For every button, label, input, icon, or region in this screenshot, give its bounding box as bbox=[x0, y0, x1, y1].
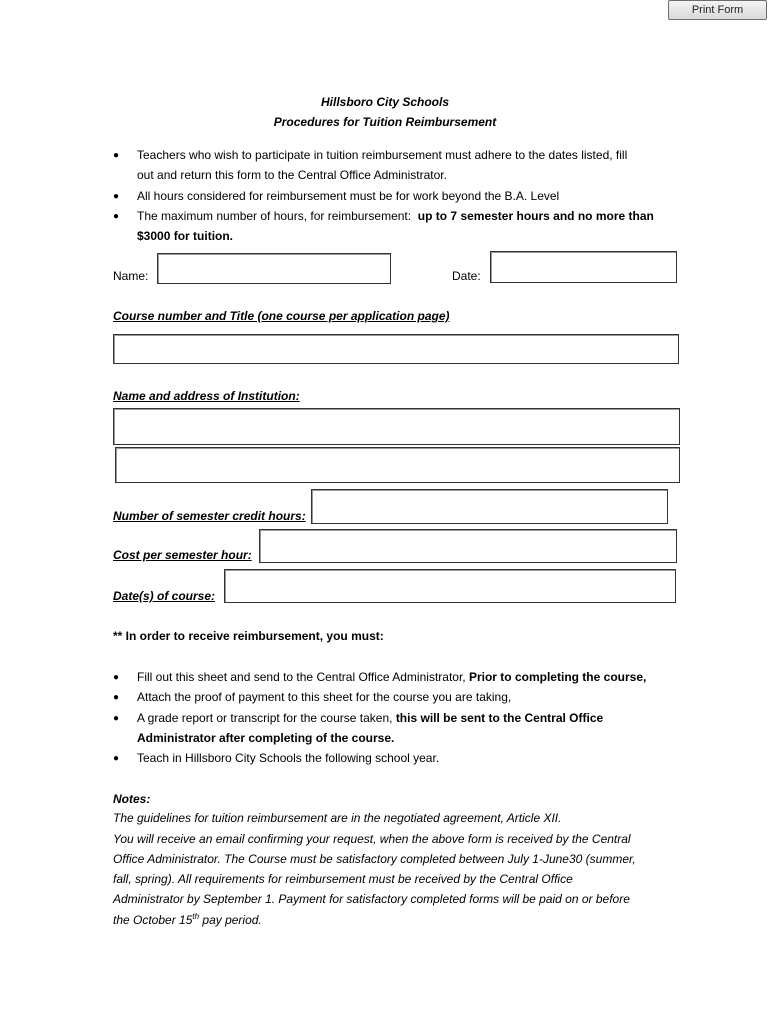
date-input[interactable] bbox=[490, 251, 677, 283]
course-dates-label: Date(s) of course: bbox=[113, 589, 216, 603]
institution-name-input[interactable] bbox=[113, 408, 680, 445]
notes-line-6-sup: th bbox=[192, 912, 200, 921]
school-title: Hillsboro City Schools bbox=[320, 95, 449, 109]
name-input[interactable] bbox=[157, 253, 391, 284]
bullet-icon: ● bbox=[113, 191, 120, 202]
requirements-heading: ** In order to receive reimbursement, you must: bbox=[113, 629, 384, 643]
requirement-3-plain: A grade report or transcript for the course taken, bbox=[137, 711, 393, 725]
requirement-4: Teach in Hillsboro City Schools the following school year. bbox=[137, 751, 440, 765]
bullet-icon: ● bbox=[113, 692, 120, 703]
intro-bullet-2: All hours considered for reimbursement must be for work beyond the B.A. Level bbox=[137, 189, 560, 203]
course-input[interactable] bbox=[113, 334, 679, 364]
notes-line-2: You will receive an email confirming your request, when the above form is received by the Central bbox=[113, 832, 631, 846]
bullet-icon: ● bbox=[113, 713, 120, 724]
intro-bullet-1-line-2: out and return this form to the Central Office Administrator. bbox=[137, 168, 447, 182]
notes-line-6 bbox=[113, 912, 262, 927]
print-form-button[interactable]: Print Form bbox=[668, 0, 767, 20]
institution-address-input[interactable] bbox=[115, 447, 680, 483]
notes-line-6-a: the October 15 bbox=[113, 913, 193, 927]
notes-line-4: fall, spring). All requirements for reimbursement must be received by the Central Office bbox=[113, 872, 573, 886]
bullet-icon: ● bbox=[113, 150, 120, 161]
credit-hours-label: Number of semester credit hours: bbox=[113, 509, 306, 523]
course-label: Course number and Title (one course per application page) bbox=[113, 309, 450, 323]
cost-label: Cost per semester hour: bbox=[113, 548, 252, 562]
requirement-1-bold: Prior to completing the course, bbox=[468, 670, 647, 684]
date-label: Date: bbox=[452, 269, 481, 283]
intro-bullet-3-line-2 bbox=[137, 229, 233, 243]
intro-bullet-3-plain: The maximum number of hours, for reimbursement: bbox=[137, 209, 412, 223]
requirement-3-bold-2: Administrator after completing of the course. bbox=[137, 731, 395, 745]
cost-input[interactable] bbox=[259, 529, 677, 563]
bullet-icon: ● bbox=[113, 672, 120, 683]
requirement-3-line-2 bbox=[137, 731, 394, 745]
institution-label: Name and address of Institution: bbox=[113, 389, 300, 403]
notes-line-1: The guidelines for tuition reimbursement are in the negotiated agreement, Article XII. bbox=[113, 811, 562, 825]
credit-hours-input[interactable] bbox=[311, 489, 668, 524]
requirement-1 bbox=[137, 670, 646, 684]
notes-line-5: Administrator by September 1. Payment for satisfactory completed forms will be paid on or before bbox=[113, 892, 630, 906]
name-label: Name: bbox=[113, 269, 149, 283]
intro-bullet-3-bold-2: $3000 for tuition. bbox=[137, 229, 234, 243]
form-title: Procedures for Tuition Reimbursement bbox=[273, 115, 497, 129]
notes-heading: Notes: bbox=[113, 792, 151, 806]
course-dates-input[interactable] bbox=[224, 569, 676, 603]
bullet-icon: ● bbox=[113, 211, 120, 222]
intro-bullet-3-line-1 bbox=[137, 209, 654, 223]
requirement-1-plain: Fill out this sheet and send to the Central Office Administrator, bbox=[137, 670, 466, 684]
notes-line-3: Office Administrator. The Course must be satisfactory completed between July 1-June30 (summer, bbox=[113, 852, 636, 866]
notes-line-6-b: pay period. bbox=[199, 913, 262, 927]
intro-bullet-3-bold: up to 7 semester hours and no more than bbox=[417, 209, 654, 223]
requirement-3-bold: this will be sent to the Central Office bbox=[395, 711, 604, 725]
requirement-2: Attach the proof of payment to this sheet for the course you are taking, bbox=[137, 690, 512, 704]
requirement-3-line-1 bbox=[137, 711, 603, 725]
bullet-icon: ● bbox=[113, 753, 120, 764]
intro-bullet-1-line-1: Teachers who wish to participate in tuition reimbursement must adhere to the dates listed, fill bbox=[137, 148, 628, 162]
